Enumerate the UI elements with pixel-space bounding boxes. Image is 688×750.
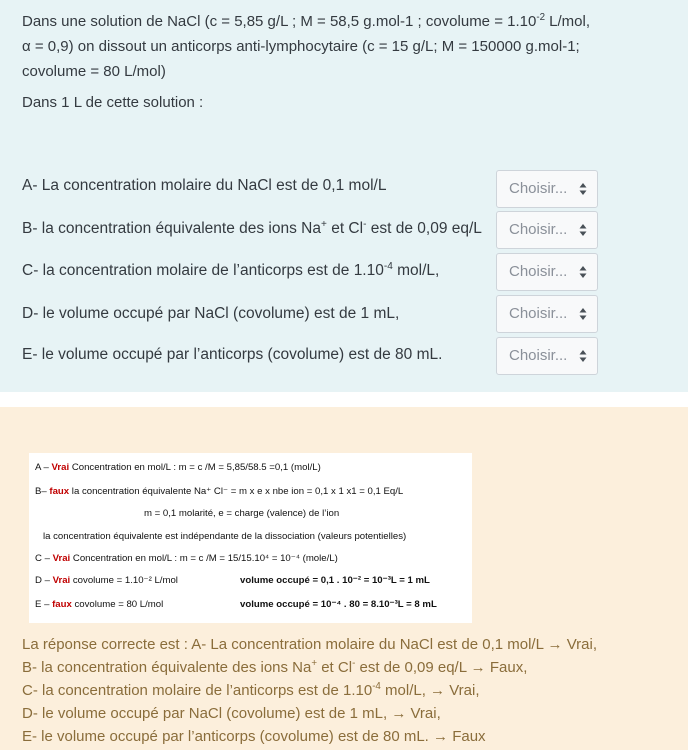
feedback-line: C – Vrai Concentration en mol/L : m = c /M = 15/15.10⁴ = 10⁻⁴ (mole/L) xyxy=(35,553,338,564)
item-d-text: D- le volume occupé par NaCl (covolume) est de 1 mL, xyxy=(22,305,400,322)
up-down-arrows-icon xyxy=(579,223,587,237)
correct-answer-line: B- la concentration équivalente des ions Na+ et Cl- est de 0,09 eq/L → Faux, xyxy=(22,658,528,676)
item-c-text: C- la concentration molaire de l’anticorps est de $1.10^{-4}$ mol/L, xyxy=(22,260,440,279)
question-intro-line: Dans une solution de NaCl (c = 5,85 g/L ; M = 58,5 g.mol-1 ; covolume = $1.10^{-2}$ L/mol, xyxy=(22,12,591,30)
item-b-text: B- la concentration équivalente des ions Na+ et Cl- est de 0,09 eq/L xyxy=(22,218,482,237)
correct-answer-line: La réponse correcte est : A- La concentration molaire du NaCl est de 0,1 mol/L → Vrai, xyxy=(22,636,598,653)
up-down-arrows-icon xyxy=(579,265,587,279)
up-down-arrows-icon xyxy=(579,182,587,196)
feedback-line: D – Vrai covolume = 1.10⁻² L/mol xyxy=(35,575,178,586)
question-intro-line: α = 0,9) on dissout un anticorps anti-lymphocytaire (c = 15 g/L; M = 150000 g.mol-1; xyxy=(22,38,580,55)
item-d-select[interactable]: Choisir... xyxy=(496,295,598,333)
feedback-line: B– faux la concentration équivalente Na⁺ Cl⁻ = m x e x nbe ion = 0,1 x 1 x1 = 0,1 Eq/L xyxy=(35,486,404,497)
feedback-line-bold: volume occupé = 10⁻⁴ . 80 = 8.10⁻³L = 8 mL xyxy=(240,599,437,610)
correct-answer-line: D- le volume occupé par NaCl (covolume) est de 1 mL, → Vrai, xyxy=(22,705,441,722)
feedback-image xyxy=(29,453,472,623)
item-a-select[interactable]: Choisir... xyxy=(496,170,598,208)
correct-answer-line: C- la concentration molaire de l’anticorps est de $1.10^{-4}$ mol/L, → Vrai, xyxy=(22,681,480,699)
item-a-text: A- La concentration molaire du NaCl est de 0,1 mol/L xyxy=(22,177,387,194)
feedback-panel xyxy=(0,407,688,750)
question-intro-line: Dans 1 L de cette solution : xyxy=(22,94,204,111)
feedback-line: m = 0,1 molarité, e = charge (valence) de l’ion xyxy=(144,508,340,519)
up-down-arrows-icon xyxy=(579,349,587,363)
feedback-line: E – faux covolume = 80 L/mol xyxy=(35,599,164,610)
item-b-select[interactable]: Choisir... xyxy=(496,211,598,249)
item-e-select[interactable]: Choisir... xyxy=(496,337,598,375)
item-c-select[interactable]: Choisir... xyxy=(496,253,598,291)
question-intro-line: covolume = 80 L/mol) xyxy=(22,63,166,80)
item-e-text: E- le volume occupé par l’anticorps (covolume) est de 80 mL. xyxy=(22,346,443,363)
up-down-arrows-icon xyxy=(579,307,587,321)
feedback-line: A – Vrai Concentration en mol/L : m = c /M = 5,85/58.5 =0,1 (mol/L) xyxy=(35,462,321,473)
feedback-line: la concentration équivalente est indépendante de la dissociation (valeurs potentielles) xyxy=(43,531,407,542)
feedback-line-bold: volume occupé = 0,1 . 10⁻² = 10⁻³L = 1 mL xyxy=(240,575,430,586)
correct-answer-line: E- le volume occupé par l’anticorps (covolume) est de 80 mL. → Faux xyxy=(22,728,486,745)
